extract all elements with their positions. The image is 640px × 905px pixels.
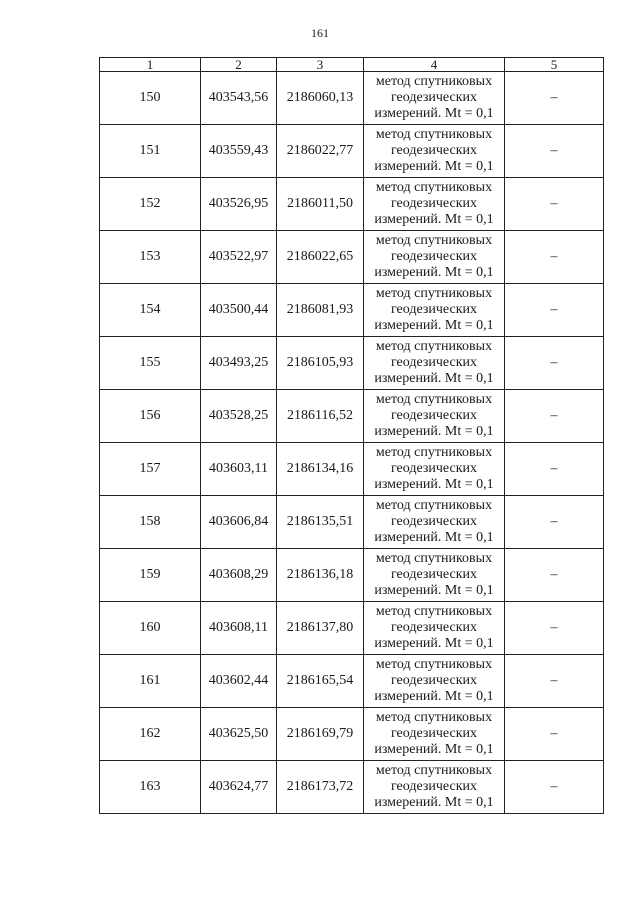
method-line-1: метод спутниковых [375, 604, 493, 619]
coordinate-y: 2186022,65 [277, 231, 364, 284]
note-dash: – [505, 761, 604, 814]
table-row [100, 708, 604, 761]
note-dash: – [505, 708, 604, 761]
coordinate-x: 403625,50 [201, 708, 277, 761]
table-row [100, 761, 604, 814]
table-row [100, 125, 604, 178]
method-line-1: метод спутниковых [375, 445, 493, 460]
table-row [100, 390, 604, 443]
coordinate-x: 403526,95 [201, 178, 277, 231]
coordinate-y: 2186011,50 [277, 178, 364, 231]
method-line-1: метод спутниковых [375, 286, 493, 301]
coordinate-x: 403606,84 [201, 496, 277, 549]
method-line-1: метод спутниковых [375, 74, 493, 89]
note-dash: – [505, 655, 604, 708]
coordinate-y: 2186081,93 [277, 284, 364, 337]
coordinate-y: 2186135,51 [277, 496, 364, 549]
coordinate-y: 2186136,18 [277, 549, 364, 602]
column-header-1: 1 [100, 58, 201, 72]
method-line-3: измерений. Mt = 0,1 [374, 318, 494, 333]
coordinate-x: 403603,11 [201, 443, 277, 496]
method-line-2: геодезических [390, 514, 477, 529]
header-row [100, 58, 604, 72]
table-row [100, 178, 604, 231]
method-line-1: метод спутниковых [375, 392, 493, 407]
method-description [364, 390, 505, 443]
coordinate-x: 403500,44 [201, 284, 277, 337]
method-line-3: измерений. Mt = 0,1 [374, 159, 494, 174]
point-number: 163 [100, 761, 201, 814]
method-description [364, 602, 505, 655]
coordinate-y: 2186137,80 [277, 602, 364, 655]
method-line-3: измерений. Mt = 0,1 [374, 530, 494, 545]
table-row [100, 443, 604, 496]
method-line-2: геодезических [390, 620, 477, 635]
method-line-3: измерений. Mt = 0,1 [374, 424, 494, 439]
coordinate-x: 403493,25 [201, 337, 277, 390]
note-dash: – [505, 549, 604, 602]
note-dash: – [505, 231, 604, 284]
column-header-5: 5 [505, 58, 604, 72]
coordinate-x: 403528,25 [201, 390, 277, 443]
point-number: 152 [100, 178, 201, 231]
method-description [364, 337, 505, 390]
method-description [364, 125, 505, 178]
note-dash: – [505, 602, 604, 655]
coordinate-y: 2186134,16 [277, 443, 364, 496]
method-line-3: измерений. Mt = 0,1 [374, 795, 494, 810]
method-description [364, 549, 505, 602]
method-description [364, 761, 505, 814]
note-dash: – [505, 443, 604, 496]
note-dash: – [505, 390, 604, 443]
page-number: 161 [311, 26, 329, 40]
note-dash: – [505, 496, 604, 549]
method-description [364, 708, 505, 761]
method-line-2: геодезических [390, 408, 477, 423]
coordinate-y: 2186105,93 [277, 337, 364, 390]
coordinate-x: 403543,56 [201, 72, 277, 125]
method-line-1: метод спутниковых [375, 551, 493, 566]
coordinates-table [99, 57, 604, 814]
coordinate-y: 2186022,77 [277, 125, 364, 178]
method-description [364, 72, 505, 125]
method-line-3: измерений. Mt = 0,1 [374, 106, 494, 121]
method-line-1: метод спутниковых [375, 180, 493, 195]
table-row [100, 72, 604, 125]
method-line-2: геодезических [390, 726, 477, 741]
table-row [100, 549, 604, 602]
coordinate-y: 2186165,54 [277, 655, 364, 708]
method-line-2: геодезических [390, 355, 477, 370]
table-row [100, 231, 604, 284]
method-description [364, 655, 505, 708]
method-line-1: метод спутниковых [375, 339, 493, 354]
method-line-2: геодезических [390, 196, 477, 211]
column-header-3: 3 [277, 58, 364, 72]
point-number: 157 [100, 443, 201, 496]
method-line-1: метод спутниковых [375, 657, 493, 672]
coordinate-x: 403602,44 [201, 655, 277, 708]
coordinate-x: 403522,97 [201, 231, 277, 284]
coordinate-y: 2186116,52 [277, 390, 364, 443]
method-line-2: геодезических [390, 461, 477, 476]
method-line-2: геодезических [390, 673, 477, 688]
point-number: 153 [100, 231, 201, 284]
point-number: 161 [100, 655, 201, 708]
method-line-1: метод спутниковых [375, 498, 493, 513]
point-number: 151 [100, 125, 201, 178]
method-line-1: метод спутниковых [375, 233, 493, 248]
method-line-2: геодезических [390, 567, 477, 582]
method-description [364, 178, 505, 231]
method-line-2: геодезических [390, 779, 477, 794]
table-row [100, 337, 604, 390]
method-description [364, 284, 505, 337]
method-line-2: геодезических [390, 249, 477, 264]
point-number: 154 [100, 284, 201, 337]
coordinate-x: 403559,43 [201, 125, 277, 178]
note-dash: – [505, 72, 604, 125]
coordinate-y: 2186060,13 [277, 72, 364, 125]
method-description [364, 231, 505, 284]
coordinate-y: 2186173,72 [277, 761, 364, 814]
coordinate-x: 403624,77 [201, 761, 277, 814]
method-line-3: измерений. Mt = 0,1 [374, 477, 494, 492]
note-dash: – [505, 125, 604, 178]
table-row [100, 284, 604, 337]
table-row [100, 602, 604, 655]
point-number: 156 [100, 390, 201, 443]
note-dash: – [505, 178, 604, 231]
note-dash: – [505, 337, 604, 390]
method-description [364, 443, 505, 496]
method-line-3: измерений. Mt = 0,1 [374, 371, 494, 386]
method-line-2: геодезических [390, 90, 477, 105]
method-line-3: измерений. Mt = 0,1 [374, 583, 494, 598]
column-header-4: 4 [364, 58, 505, 72]
point-number: 155 [100, 337, 201, 390]
method-line-3: измерений. Mt = 0,1 [374, 265, 494, 280]
point-number: 158 [100, 496, 201, 549]
method-line-3: измерений. Mt = 0,1 [374, 636, 494, 651]
method-line-1: метод спутниковых [375, 127, 493, 142]
coordinate-x: 403608,29 [201, 549, 277, 602]
point-number: 160 [100, 602, 201, 655]
method-description [364, 496, 505, 549]
table-body [100, 72, 604, 814]
method-line-3: измерений. Mt = 0,1 [374, 742, 494, 757]
method-line-2: геодезических [390, 302, 477, 317]
table-row [100, 496, 604, 549]
method-line-1: метод спутниковых [375, 763, 493, 778]
point-number: 162 [100, 708, 201, 761]
point-number: 150 [100, 72, 201, 125]
method-line-2: геодезических [390, 143, 477, 158]
method-line-3: измерений. Mt = 0,1 [374, 212, 494, 227]
column-header-2: 2 [201, 58, 277, 72]
method-line-1: метод спутниковых [375, 710, 493, 725]
method-line-3: измерений. Mt = 0,1 [374, 689, 494, 704]
point-number: 159 [100, 549, 201, 602]
coordinate-x: 403608,11 [201, 602, 277, 655]
table-row [100, 655, 604, 708]
note-dash: – [505, 284, 604, 337]
coordinate-y: 2186169,79 [277, 708, 364, 761]
